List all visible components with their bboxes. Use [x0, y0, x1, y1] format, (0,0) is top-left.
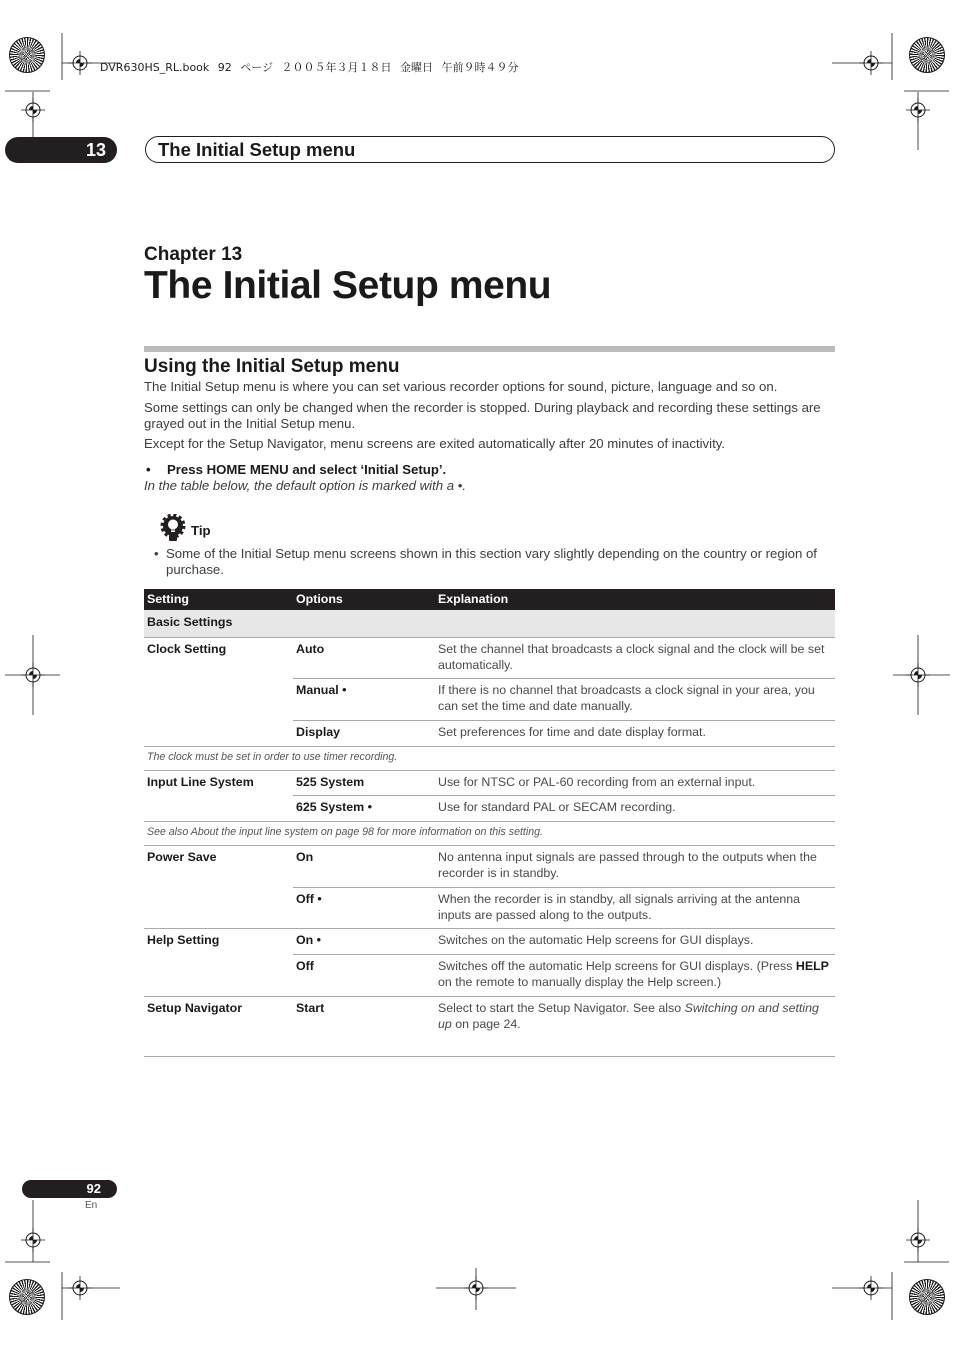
explanation-text: on the remote to manually display the Help screen.) — [438, 974, 722, 989]
chapter-title: The Initial Setup menu — [144, 264, 552, 307]
setting-label: Setup Navigator — [144, 996, 293, 1056]
print-target-star — [9, 37, 45, 73]
option-label: Display — [293, 720, 435, 746]
column-header-options: Options — [293, 589, 435, 610]
setting-label: Help Setting — [144, 928, 293, 996]
registration-mark — [464, 1276, 488, 1300]
table-note-row — [144, 746, 835, 770]
setting-label: Clock Setting — [144, 637, 293, 746]
table-note: The clock must be set in order to use timer recording. — [144, 746, 835, 770]
option-label: 625 System • — [293, 795, 435, 821]
registration-mark — [906, 663, 930, 687]
language-code: En — [85, 1200, 98, 1211]
option-label: Off • — [293, 887, 435, 928]
table-header-row — [144, 589, 835, 610]
page-number-tab — [22, 1180, 117, 1198]
option-label: 525 System — [293, 770, 435, 795]
tip-bulb-icon — [159, 514, 187, 542]
print-target-star — [9, 1279, 45, 1315]
table-row — [144, 996, 835, 1056]
paragraph: The Initial Setup menu is where you can set various recorder options for sound, picture, language and so on. — [144, 379, 778, 394]
option-explanation: Switches on the automatic Help screens for GUI displays. — [435, 928, 835, 954]
section-rule — [144, 346, 835, 352]
option-explanation — [435, 954, 835, 996]
print-target-star — [909, 37, 945, 73]
option-explanation: Use for standard PAL or SECAM recording. — [435, 795, 835, 821]
paragraph: Except for the Setup Navigator, menu screens are exited automatically after 20 minutes of inactivity. — [144, 436, 726, 451]
bullet: • — [154, 546, 159, 561]
registration-mark — [68, 51, 92, 75]
bullet: • — [146, 462, 151, 477]
section-heading: Using the Initial Setup menu — [144, 356, 400, 377]
registration-mark — [906, 1228, 930, 1252]
running-header-title: The Initial Setup menu — [158, 139, 356, 160]
table-row — [144, 928, 835, 954]
chapter-label: Chapter 13 — [144, 244, 243, 265]
tip-label: Tip — [191, 523, 211, 538]
table-row — [144, 845, 835, 887]
instruction-step — [144, 462, 835, 478]
help-key-label: HELP — [795, 958, 829, 973]
explanation-text: on page 24. — [451, 1016, 521, 1031]
setting-label: Input Line System — [144, 770, 293, 821]
registration-mark — [68, 1276, 92, 1300]
option-label: Auto — [293, 637, 435, 678]
page-number: 92 — [86, 1181, 101, 1196]
setting-label: Power Save — [144, 845, 293, 928]
option-label: On • — [293, 928, 435, 954]
group-label: Basic Settings — [144, 610, 835, 637]
running-header — [145, 136, 835, 163]
table-row — [144, 637, 835, 678]
tip-item — [154, 546, 835, 578]
table-row — [144, 770, 835, 795]
registration-mark — [21, 1228, 45, 1252]
option-explanation: Use for NTSC or PAL-60 recording from an external input. — [435, 770, 835, 795]
option-explanation: Set preferences for time and date display format. — [435, 720, 835, 746]
chapter-tab — [5, 137, 117, 163]
option-explanation: When the recorder is in standby, all signals arriving at the antenna inputs are passed along to the outputs. — [435, 887, 835, 928]
registration-mark — [21, 98, 45, 122]
option-label: Start — [293, 996, 435, 1056]
registration-mark — [859, 1276, 883, 1300]
option-label: Off — [293, 954, 435, 996]
column-header-setting: Setting — [144, 589, 293, 610]
explanation-text: Switches off the automatic Help screens for GUI displays. (Press — [438, 958, 796, 973]
paragraph: Some settings can only be changed when the recorder is stopped. During playback and recording these settings are grayed out in the Initial Setup menu. — [144, 399, 821, 431]
chapter-tab-number: 13 — [85, 140, 106, 160]
registration-mark — [21, 663, 45, 687]
section-body — [144, 379, 835, 457]
instruction-note: In the table below, the default option is marked with a •. — [144, 478, 467, 493]
table-note: See also About the input line system on page 98 for more information on this setting. — [144, 821, 835, 845]
option-label: Manual • — [293, 678, 435, 720]
registration-mark — [906, 98, 930, 122]
print-target-star — [909, 1279, 945, 1315]
print-slug: DVR630HS_RL.book 92 ページ ２００５年３月１８日 金曜日 午前９時４９分 — [100, 61, 519, 74]
cross-reference: Switching on and setting up — [438, 1000, 819, 1031]
option-explanation: No antenna input signals are passed through to the outputs when the recorder is in standby. — [435, 845, 835, 887]
option-explanation: Set the channel that broadcasts a clock signal and the clock will be set automatically. — [435, 637, 835, 678]
registration-mark — [859, 51, 883, 75]
column-header-explanation: Explanation — [435, 589, 835, 610]
option-explanation: If there is no channel that broadcasts a clock signal in your area, you can set the time and date manually. — [435, 678, 835, 720]
settings-table — [144, 589, 835, 1057]
option-label: On — [293, 845, 435, 887]
explanation-text: Select to start the Setup Navigator. See also — [438, 1000, 685, 1015]
table-note-row — [144, 821, 835, 845]
option-explanation — [435, 996, 835, 1056]
group-row — [144, 610, 835, 637]
instruction-text: Press HOME MENU and select ‘Initial Setup’. — [167, 462, 447, 477]
tip-text: Some of the Initial Setup menu screens shown in this section vary slightly depending on the country or region of purchase. — [166, 546, 817, 577]
